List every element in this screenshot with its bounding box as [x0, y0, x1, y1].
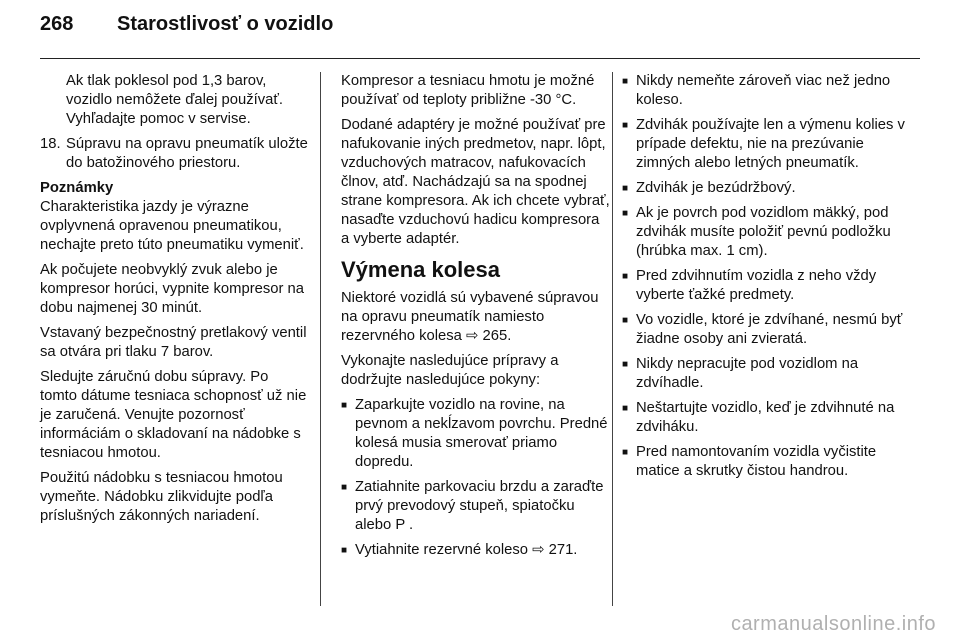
list-item-text: Pred zdvihnutím vozidla z neho vždy vyberte ťažké predmety. [636, 268, 877, 303]
paragraph-disposal: Použitú nádobku s tesniacou hmotou vymeňte. Nádobku zlikvidujte podľa príslušných zákonných nariadení. [40, 470, 283, 524]
list-item-text: Nikdy nepracujte pod vozidlom na zdvíhadle. [636, 356, 859, 391]
bullet-square-icon: ■ [622, 120, 629, 131]
header-divider [40, 58, 920, 59]
section-heading: Výmena kolesa [341, 257, 500, 282]
list-item [622, 204, 912, 261]
bullet-square-icon: ■ [622, 403, 629, 414]
watermark: carmanualsonline.info [730, 613, 936, 635]
step-number: 18. [40, 136, 61, 152]
list-item-text: Zdvihák je bezúdržbový. [636, 180, 796, 196]
column-2 [341, 72, 611, 566]
note-paragraph-1: Charakteristika jazdy je výrazne ovplyvnená opravenou pneumatikou, nechajte preto túto pneumatiku vymeniť. [40, 199, 304, 253]
list-item-text: Vo vozidle, ktoré je zdvíhané, nesmú byť žiadne osoby ani zvieratá. [636, 312, 903, 347]
paragraph-preparations: Vykonajte nasledujúce prípravy a dodržujte nasledujúce pokyny: [341, 353, 559, 388]
list-item-text: Neštartujte vozidlo, keď je zdvihnuté na zdviháku. [636, 400, 895, 435]
bullet-square-icon: ■ [622, 359, 629, 370]
continued-step-text: Ak tlak poklesol pod 1,3 barov, vozidlo nemôžete ďalej používať. Vyhľadajte pomoc v servise. [66, 73, 283, 127]
column-1 [40, 72, 308, 532]
note-heading: Poznámky [40, 180, 114, 196]
bullet-square-icon: ■ [622, 183, 629, 194]
bullet-square-icon: ■ [622, 76, 629, 87]
paragraph-intro: Niektoré vozidlá sú vybavené súpravou na opravu pneumatík namiesto rezervného kolesa ⇨ 265. [341, 290, 599, 344]
list-item [622, 267, 912, 305]
paragraph-pressure-valve: Vstavaný bezpečnostný pretlakový ventil sa otvára pri tlaku 7 barov. [40, 325, 307, 360]
list-item-text: Pred namontovaním vozidla vyčistite matice a skrutky čistou handrou. [636, 444, 877, 479]
list-item-text: Ak je povrch pod vozidlom mäkký, pod zdvihák musíte položiť pevnú podložku (hrúbka max. 1 cm). [636, 205, 891, 259]
list-item [622, 399, 912, 437]
list-item-text: Nikdy nemeňte zároveň viac než jedno koleso. [636, 73, 891, 108]
list-item-text: Zatiahnite parkovaciu brzdu a zaraďte prvý prevodový stupeň, spiatočku alebo P . [355, 479, 604, 533]
bullet-square-icon: ■ [622, 271, 629, 282]
step-18 [40, 135, 308, 173]
list-item [622, 311, 912, 349]
list-item-text: Zaparkujte vozidlo na rovine, na pevnom a nekĺzavom povrchu. Predné kolesá musia smerovať priamo dopredu. [355, 397, 608, 470]
list-item [341, 541, 611, 560]
list-item [341, 478, 611, 535]
note-paragraph-2: Ak počujete neobvyklý zvuk alebo je kompresor horúci, vypnite kompresor na dobu najmenej 30 minút. [40, 262, 304, 316]
paragraph-warranty: Sledujte záručnú dobu súpravy. Po tomto dátume tesniaca schopnosť už nie je zaručená. Venujte pozornosť informáciám o skladovaní na nádobke s tesniacou hmotou. [40, 369, 307, 461]
bullet-square-icon: ■ [622, 208, 629, 219]
bullet-square-icon: ■ [341, 482, 348, 493]
list-item-text: Vytiahnite rezervné koleso ⇨ 271. [355, 542, 578, 558]
bullet-square-icon: ■ [341, 400, 348, 411]
paragraph-adapters: Dodané adaptéry je možné používať pre nafukovanie iných predmetov, napr. lôpt, vzduchových matracov, nafukovacích člnov, atď. Nachádzajú sa na spodnej strane kompresora. Ak ich chcete vybrať, nasaďte vzduchovú hadicu kompresora a vyberte adaptér. [341, 117, 610, 247]
bullet-square-icon: ■ [341, 545, 348, 556]
column-divider-2 [612, 72, 613, 606]
chapter-title: Starostlivosť o vozidlo [117, 13, 334, 35]
bullet-square-icon: ■ [622, 447, 629, 458]
column-3 [622, 72, 912, 487]
list-item [622, 443, 912, 481]
list-item-text: Zdvihák používajte len a výmenu kolies v prípade defektu, nie na prezúvanie zimných alebo letných pneumatík. [636, 117, 905, 171]
page-number: 268 [40, 13, 74, 35]
list-item [622, 179, 912, 198]
list-item [622, 116, 912, 173]
column-divider-1 [320, 72, 321, 606]
list-item [622, 355, 912, 393]
paragraph-temperature: Kompresor a tesniacu hmotu je možné používať od teploty približne -30 °C. [341, 73, 595, 108]
list-item [622, 72, 912, 110]
page-header [0, 0, 960, 58]
list-item [341, 396, 611, 472]
bullet-square-icon: ■ [622, 315, 629, 326]
step-text: Súpravu na opravu pneumatík uložte do batožinového priestoru. [66, 136, 308, 171]
